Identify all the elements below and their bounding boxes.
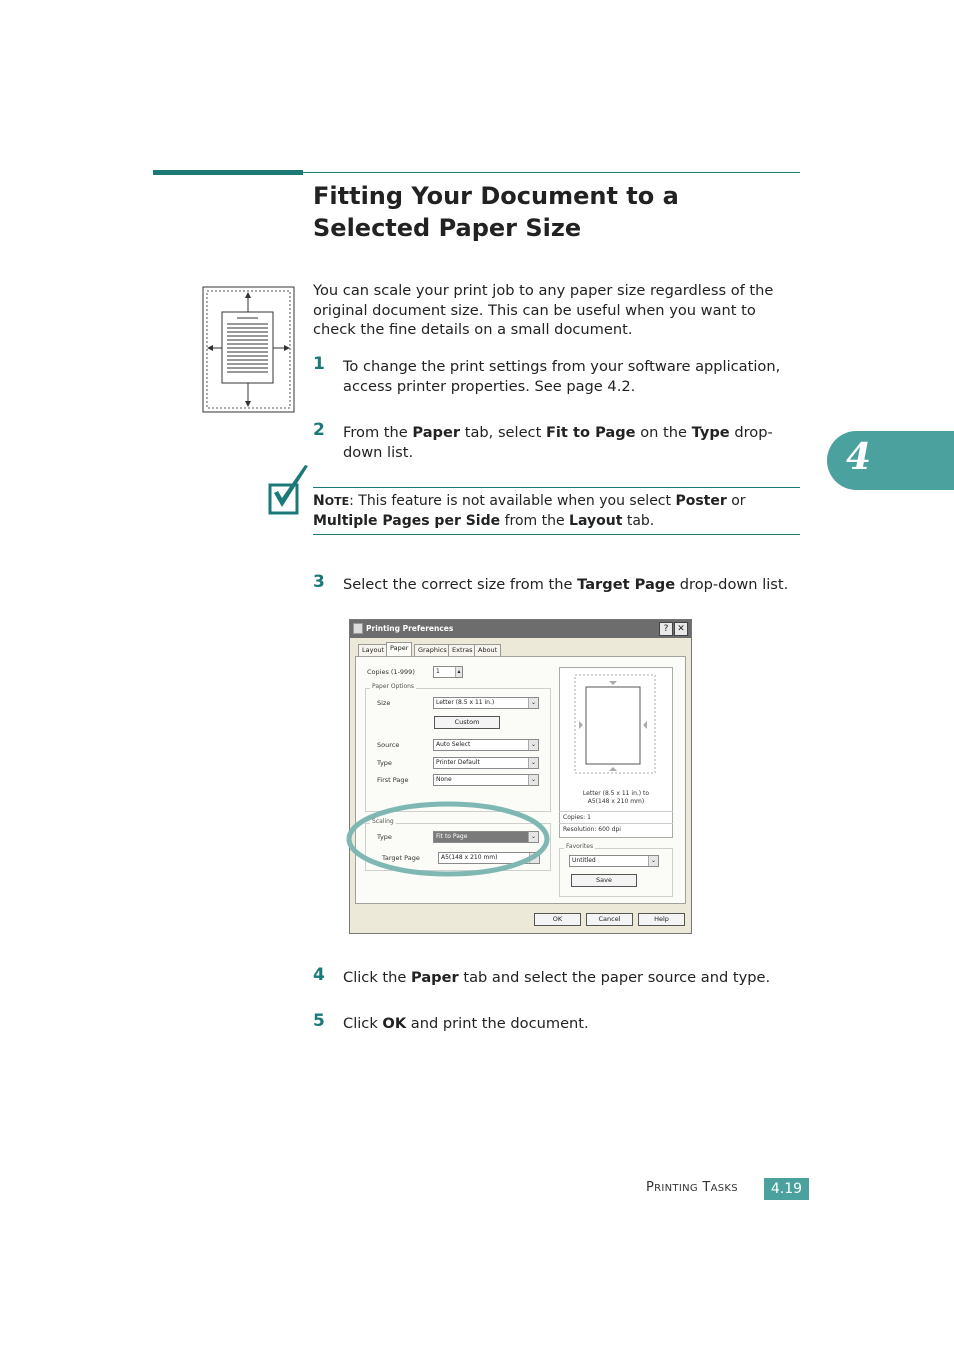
preview-divider (559, 811, 673, 812)
heading-rule-thin (303, 172, 800, 173)
tab-graphics[interactable]: Graphics (414, 644, 451, 656)
chevron-down-icon: ⌄ (528, 775, 538, 785)
tab-about[interactable]: About (474, 644, 501, 656)
step-5-text: Click OK and print the document. (343, 1015, 589, 1032)
preview-caption-line1: Letter (8.5 x 11 in.) to (582, 790, 650, 797)
help-title-button[interactable]: ? (659, 622, 673, 636)
first-page-dropdown[interactable] (433, 774, 539, 786)
type-label: Type (377, 759, 392, 767)
info-divider (559, 823, 673, 824)
paper-options-title: Paper Options (372, 683, 415, 690)
close-button[interactable]: ✕ (674, 622, 688, 636)
heading-rule-thick (153, 170, 303, 175)
note-rule-top (313, 487, 800, 488)
resolution-info: Resolution: 600 dpi (563, 826, 621, 833)
page-title: Fitting Your Document to a Selected Paper Size (313, 182, 679, 242)
source-value: Auto Select (436, 741, 471, 748)
highlight-ellipse (344, 796, 554, 886)
step-3-text: Select the correct size from the Target Page drop-down list. (343, 576, 789, 593)
copies-label: Copies (1-999) (367, 668, 415, 676)
chevron-down-icon: ⌄ (529, 853, 539, 863)
target-page-label: Target Page (382, 854, 420, 862)
intro-paragraph: You can scale your print job to any paper size regardless of the original document size. This can be useful when you want to check the fine details on a small document. (313, 282, 774, 338)
note-rule-bottom (313, 534, 800, 535)
type-value: Printer Default (436, 759, 480, 766)
size-label: Size (377, 699, 391, 707)
note-text: NOTE: This feature is not available when you select Poster or Multiple Pages per Side from the Layout tab. (313, 493, 746, 529)
footer-section-title: PRINTING TASKS (646, 1180, 738, 1195)
favorites-title: Favorites (566, 843, 594, 850)
page-preview-icon (574, 674, 656, 774)
custom-button[interactable]: Custom (434, 716, 500, 729)
chevron-down-icon: ⌄ (528, 758, 538, 768)
size-dropdown[interactable] (433, 697, 539, 709)
chapter-number: 4 (846, 436, 872, 478)
step-2-number: 2 (313, 420, 325, 440)
favorites-value: Untitled (572, 857, 596, 864)
target-page-value: A5(148 x 210 mm) (441, 854, 498, 861)
chevron-down-icon: ⌄ (528, 698, 538, 708)
cancel-button[interactable]: Cancel (586, 913, 633, 926)
tab-layout[interactable]: Layout (358, 644, 388, 656)
note-checkmark-icon (267, 463, 311, 517)
copies-info: Copies: 1 (563, 814, 591, 821)
spinner-arrows-icon: ▴ (455, 667, 462, 677)
scaling-title: Scaling (372, 818, 394, 825)
step-5-number: 5 (313, 1011, 325, 1031)
step-1-number: 1 (313, 354, 325, 374)
printer-icon (353, 623, 363, 634)
chevron-down-icon: ⌄ (648, 856, 658, 866)
chevron-down-icon: ⌄ (528, 740, 538, 750)
tab-paper[interactable]: Paper (386, 642, 412, 656)
step-2-text: From the Paper tab, select Fit to Page on the Type drop-down list. (343, 424, 773, 461)
favorites-dropdown[interactable] (569, 855, 659, 867)
copies-spinner[interactable] (433, 666, 463, 678)
preview-caption-line2: A5(148 x 210 mm) (587, 798, 645, 805)
footer-page-number: 4.19 (764, 1178, 809, 1200)
step-4-number: 4 (313, 965, 325, 985)
chevron-down-icon: ⌄ (528, 832, 538, 842)
step-3-number: 3 (313, 572, 325, 592)
fit-to-page-icon (202, 286, 295, 413)
step-1-text: To change the print settings from your software application, access printer properties. See page 4.2. (343, 358, 781, 395)
save-button[interactable]: Save (571, 874, 637, 887)
source-dropdown[interactable] (433, 739, 539, 751)
help-button[interactable]: Help (638, 913, 685, 926)
first-page-value: None (436, 776, 452, 783)
type-dropdown[interactable] (433, 757, 539, 769)
tab-extras[interactable]: Extras (448, 644, 477, 656)
scaling-type-value: Fit to Page (436, 833, 468, 840)
first-page-label: First Page (377, 776, 409, 784)
step-4-text: Click the Paper tab and select the paper source and type. (343, 969, 771, 986)
printing-preferences-dialog (349, 619, 692, 934)
dialog-title: Printing Preferences (366, 624, 454, 633)
copies-value: 1 (436, 668, 440, 675)
source-label: Source (377, 741, 400, 749)
scaling-type-label: Type (377, 833, 392, 841)
ok-button[interactable]: OK (534, 913, 581, 926)
size-value: Letter (8.5 x 11 in.) (436, 699, 495, 706)
dialog-title-bar (350, 620, 691, 638)
